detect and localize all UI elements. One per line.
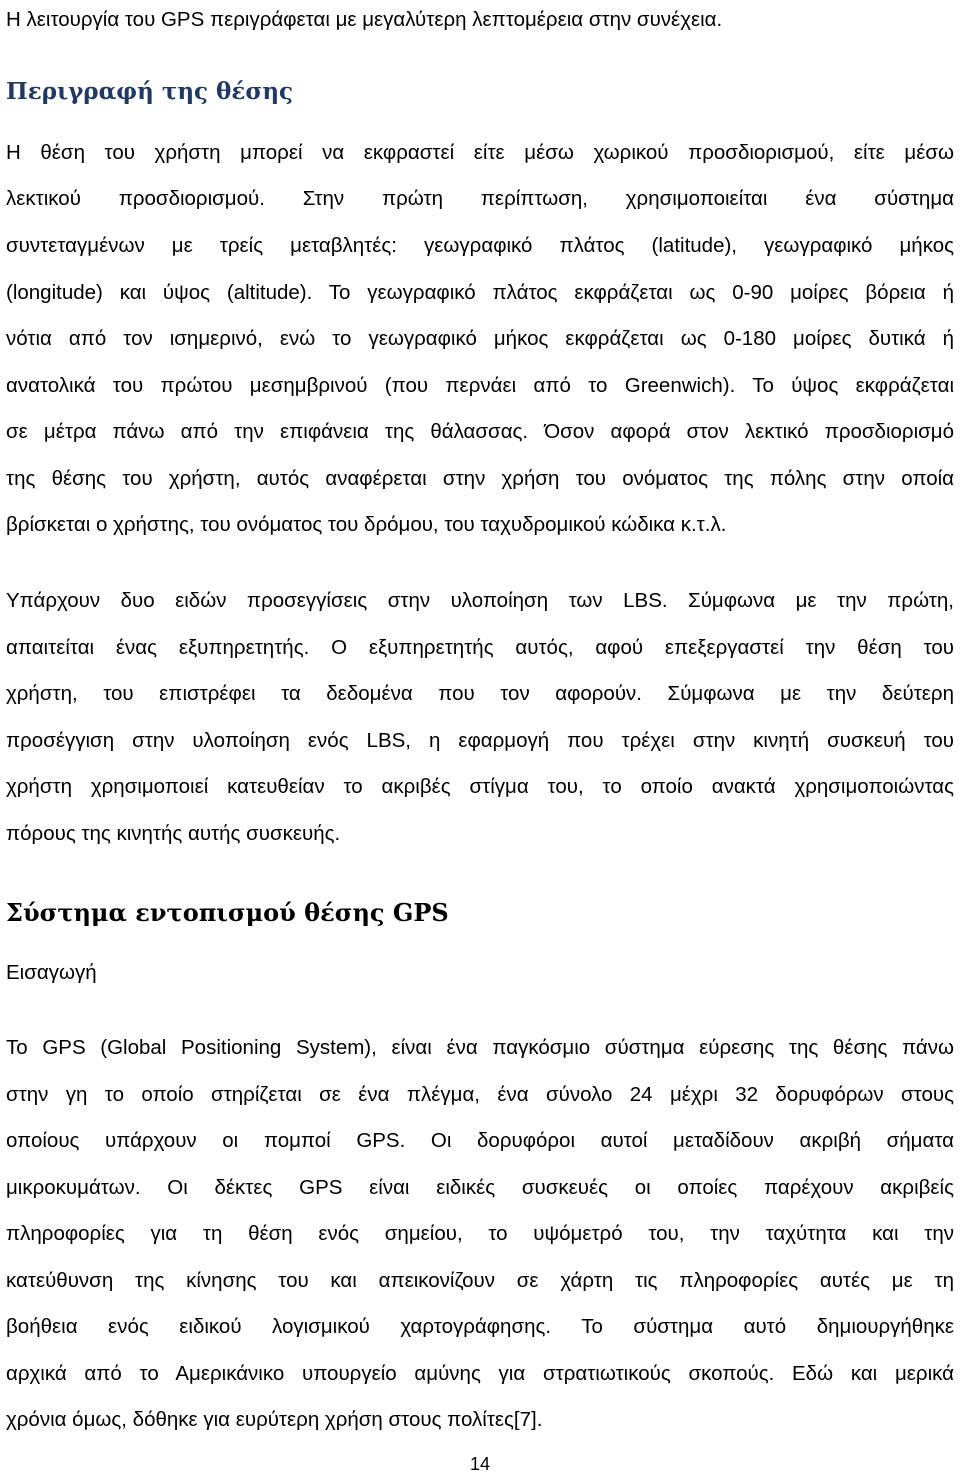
- paragraph-line: οποίους υπάρχουν οι πομποί GPS. Οι δορυφόροι αυτοί μεταδίδουν ακριβή σήματα: [6, 1129, 954, 1152]
- paragraph-line: αρχικά από το Αμερικάνικο υπουργείο αμύνης για στρατιωτικούς σκοπούς. Εδώ και μερικά: [6, 1362, 954, 1385]
- paragraph-line: νότια από τον ισημερινό, ενώ το γεωγραφικό μήκος εκφράζεται ως 0-180 μοίρες δυτικά ή: [6, 327, 954, 350]
- section-heading-gps: Σύστημα εντοπισμού θέσης GPS: [6, 898, 449, 927]
- paragraph-line: λεκτικού προσδιορισμού. Στην πρώτη περίπτωση, χρησιμοποιείται ένα σύστημα: [6, 187, 954, 210]
- paragraph-line: ανατολικά του πρώτου μεσημβρινού (που περνάει από το Greenwich). Το ύψος εκφράζεται: [6, 374, 954, 397]
- paragraph-line: Υπάρχουν δυο ειδών προσεγγίσεις στην υλοποίηση των LBS. Σύμφωνα με την πρώτη,: [6, 589, 954, 612]
- paragraph-line: (longitude) και ύψος (altitude). Το γεωγραφικό πλάτος εκφράζεται ως 0-90 μοίρες βόρεια ή: [6, 281, 954, 304]
- paragraph-line: βρίσκεται ο χρήστης, του ονόματος του δρόμου, του ταχυδρομικού κώδικα κ.τ.λ.: [6, 513, 727, 536]
- paragraph-line: στην γη το οποίο στηρίζεται σε ένα πλέγμα, ένα σύνολο 24 μέχρι 32 δορυφόρων στους: [6, 1083, 954, 1106]
- paragraph-line: χρόνια όμως, δόθηκε για ευρύτερη χρήση στους πολίτες[7].: [6, 1408, 543, 1431]
- paragraph-line: μικροκυμάτων. Οι δέκτες GPS είναι ειδικές συσκευές οι οποίες παρέχουν ακριβείς: [6, 1176, 954, 1199]
- page-number: 14: [469, 1454, 491, 1474]
- paragraph-line: της θέσης του χρήστη, αυτός αναφέρεται στην χρήση του ονόματος της πόλης στην οποία: [6, 467, 954, 490]
- paragraph-line: προσέγγιση στην υλοποίηση ενός LBS, η εφαρμογή που τρέχει στην κινητή συσκευή του: [6, 729, 954, 752]
- section-heading-position: Περιγραφή της θέσης: [6, 78, 294, 105]
- paragraph-line: Το GPS (Global Positioning System), είναι ένα παγκόσμιο σύστημα εύρεσης της θέσης πάνω: [6, 1036, 954, 1059]
- paragraph-line: κατεύθυνση της κίνησης του και απεικονίζουν σε χάρτη τις πληροφορίες αυτές με τη: [6, 1269, 954, 1292]
- paragraph-line: πληροφορίες για τη θέση ενός σημείου, το υψόμετρό του, την ταχύτητα και την: [6, 1222, 954, 1245]
- intro-line: Η λειτουργία του GPS περιγράφεται με μεγαλύτερη λεπτομέρεια στην συνέχεια.: [6, 8, 723, 31]
- paragraph-line: συντεταγμένων με τρείς μεταβλητές: γεωγραφικό πλάτος (latitude), γεωγραφικό μήκος: [6, 234, 954, 257]
- subheading-introduction: Εισαγωγή: [6, 961, 97, 984]
- paragraph-line: βοήθεια ενός ειδικού λογισμικού χαρτογράφησης. Το σύστημα αυτό δημιουργήθηκε: [6, 1315, 954, 1338]
- paragraph-line: απαιτείται ένας εξυπηρετητής. Ο εξυπηρετητής αυτός, αφού επεξεργαστεί την θέση του: [6, 636, 954, 659]
- paragraph-line: Η θέση του χρήστη μπορεί να εκφραστεί είτε μέσω χωρικού προσδιορισμού, είτε μέσω: [6, 141, 954, 164]
- paragraph-line: χρήστη χρησιμοποιεί κατευθείαν το ακριβές στίγμα του, το οποίο ανακτά χρησιμοποιώντας: [6, 775, 954, 798]
- paragraph-line: χρήστη, του επιστρέφει τα δεδομένα που τον αφορούν. Σύμφωνα με την δεύτερη: [6, 682, 954, 705]
- paragraph-line: πόρους της κινητής αυτής συσκευής.: [6, 822, 341, 845]
- paragraph-line: σε μέτρα πάνω από την επιφάνεια της θάλασσας. Όσον αφορά στον λεκτικό προσδιορισμό: [6, 420, 954, 443]
